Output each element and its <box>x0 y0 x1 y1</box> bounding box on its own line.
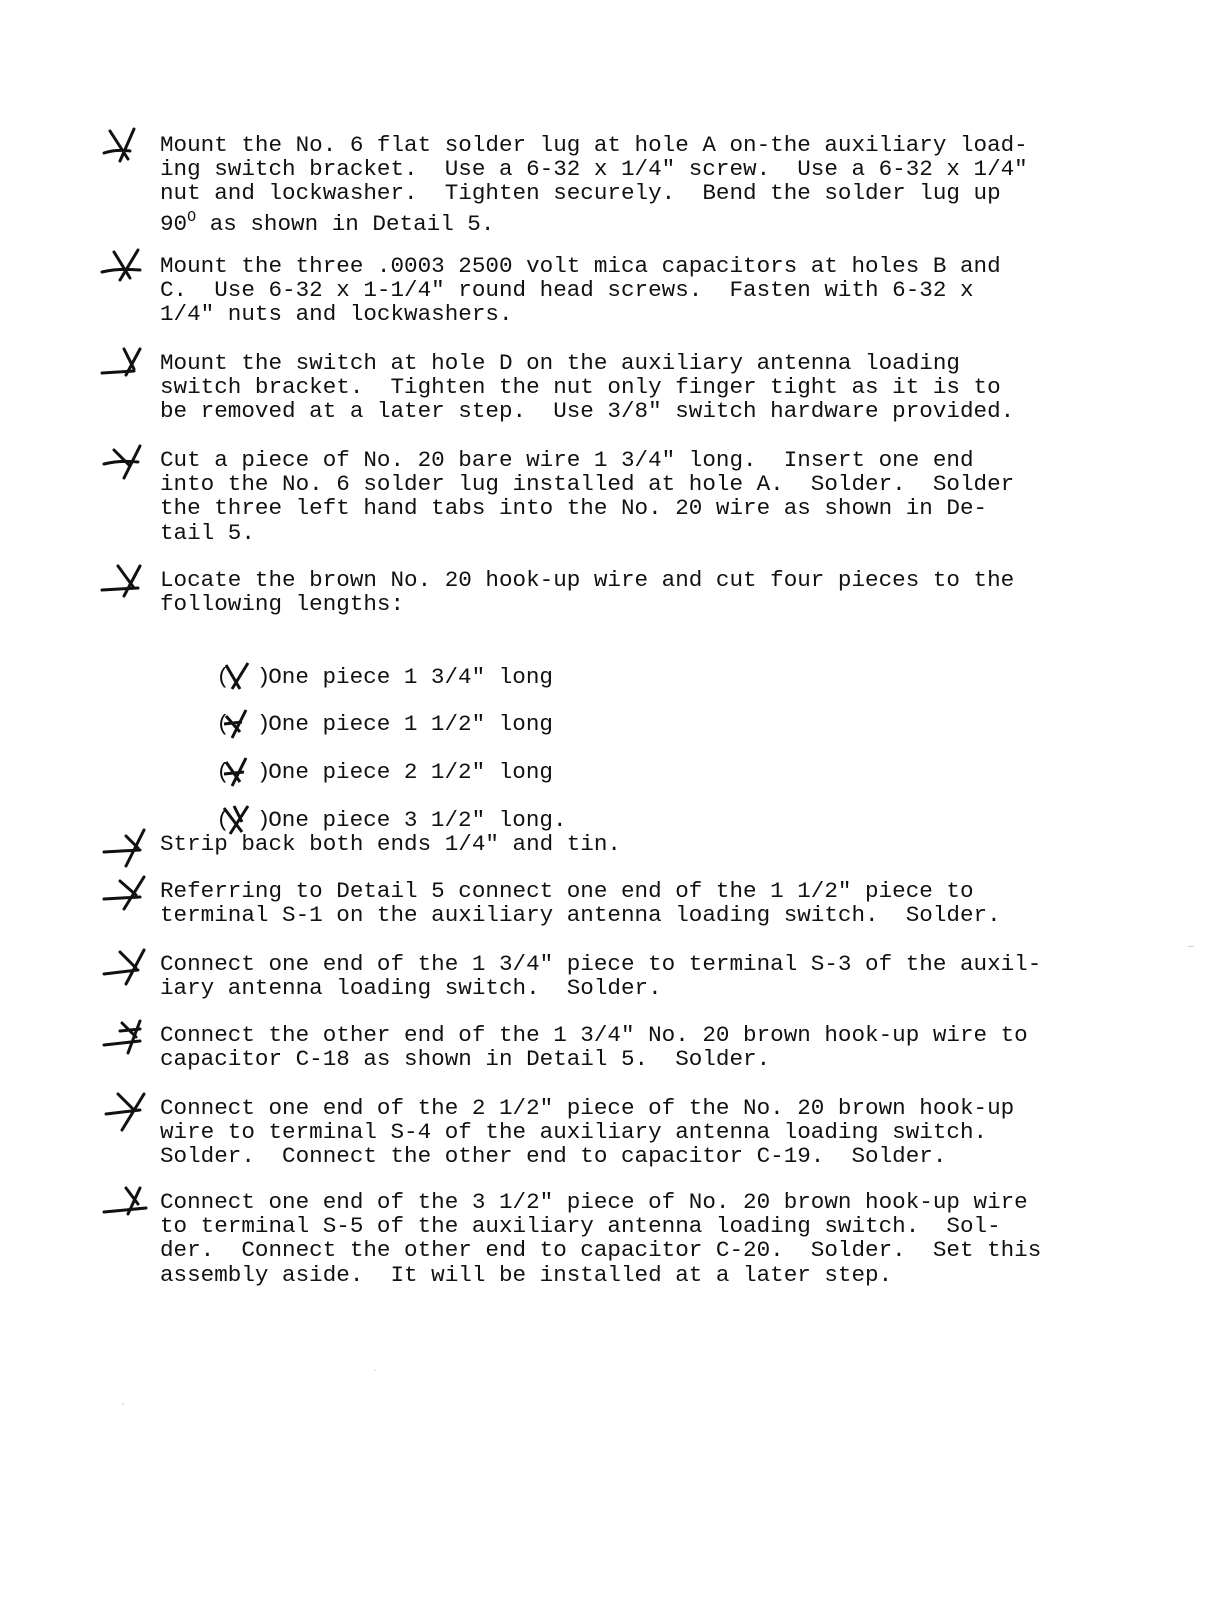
step-text: Referring to Detail 5 connect one end of the 1 1/2" piece to terminal S-1 on the auxiliary antenna loading switch. Solder. <box>160 878 1001 929</box>
handwritten-check-icon[interactable] <box>100 345 156 389</box>
scan-speck: — <box>1188 942 1195 953</box>
step-text: Strip back both ends 1/4" and tin. <box>160 831 621 857</box>
list-item: ( )One piece 3 1/2" long. <box>162 784 662 856</box>
list-item: ( )One piece 1 3/4" long <box>162 641 662 713</box>
paren-check[interactable]: ( ) <box>216 712 268 736</box>
scan-speck: ` <box>372 1370 379 1381</box>
step-text: Connect one end of the 1 3/4" piece to terminal S-3 of the auxil- iary antenna loading switch. Solder. <box>160 951 1042 1002</box>
handwritten-check-icon[interactable] <box>100 127 156 171</box>
step-text: Connect one end of the 3 1/2" piece of No. 20 brown hook-up wire to terminal S-5 of the auxiliary antenna loading switch. Sol- der. Connect the other end to capacitor C-20. Solder. Set this assembly aside. It will be installed at a later step. <box>160 1189 1042 1288</box>
handwritten-check-icon[interactable] <box>100 248 156 292</box>
handwritten-check-icon[interactable] <box>100 562 156 606</box>
step-text: Cut a piece of No. 20 bare wire 1 3/4" long. Insert one end into the No. 6 solder lug installed at hole A. Solder. Solder the three left hand tabs into the No. 20 wire as shown in De- tail 5. <box>160 447 1015 546</box>
handwritten-check-icon[interactable] <box>100 442 156 486</box>
scan-speck: · <box>120 1400 127 1411</box>
handwritten-check-icon[interactable] <box>100 946 156 990</box>
handwritten-check-icon[interactable] <box>100 1017 156 1061</box>
paren-check[interactable]: ( ) <box>216 665 268 689</box>
list-item: ( )One piece 2 1/2" long <box>162 736 662 808</box>
step-text: Connect one end of the 2 1/2" piece of the No. 20 brown hook-up wire to terminal S-4 of the auxiliary antenna loading switch. Solder. Connect the other end to capacitor C-19. Solder. <box>160 1095 1015 1170</box>
step-text: Mount the three .0003 2500 volt mica capacitors at holes B and C. Use 6-32 x 1-1/4" round head screws. Fasten with 6-32 x 1/4" nuts and lockwashers. <box>160 253 1001 328</box>
handwritten-check-icon[interactable] <box>100 1090 156 1134</box>
step-text: Mount the switch at hole D on the auxiliary antenna loading switch bracket. Tighten the nut only finger tight as it is to be removed at a later step. Use 3/8" switch hardware provided. <box>160 350 1015 425</box>
handwritten-check-icon[interactable] <box>100 826 156 870</box>
step-text: Mount the No. 6 flat solder lug at hole A on-the auxiliary load- ing switch bracket. Use a 6-32 x 1/4" screw. Use a 6-32 x 1/4" nut and lockwasher. Tighten securely. Bend the solder lug up $90^O$ as shown in Detail 5. <box>160 132 1028 237</box>
step-text: Locate the brown No. 20 hook-up wire and cut four pieces to the following lengths: <box>160 567 1015 618</box>
paren-check[interactable]: ( ) <box>216 760 268 784</box>
handwritten-check-icon[interactable] <box>100 1184 156 1228</box>
paren-check[interactable]: ( ) <box>216 808 268 832</box>
step-text: Connect the other end of the 1 3/4" No. 20 brown hook-up wire to capacitor C-18 as shown in Detail 5. Solder. <box>160 1022 1028 1073</box>
list-item: ( )One piece 1 1/2" long <box>162 688 662 760</box>
handwritten-check-icon[interactable] <box>100 873 156 917</box>
